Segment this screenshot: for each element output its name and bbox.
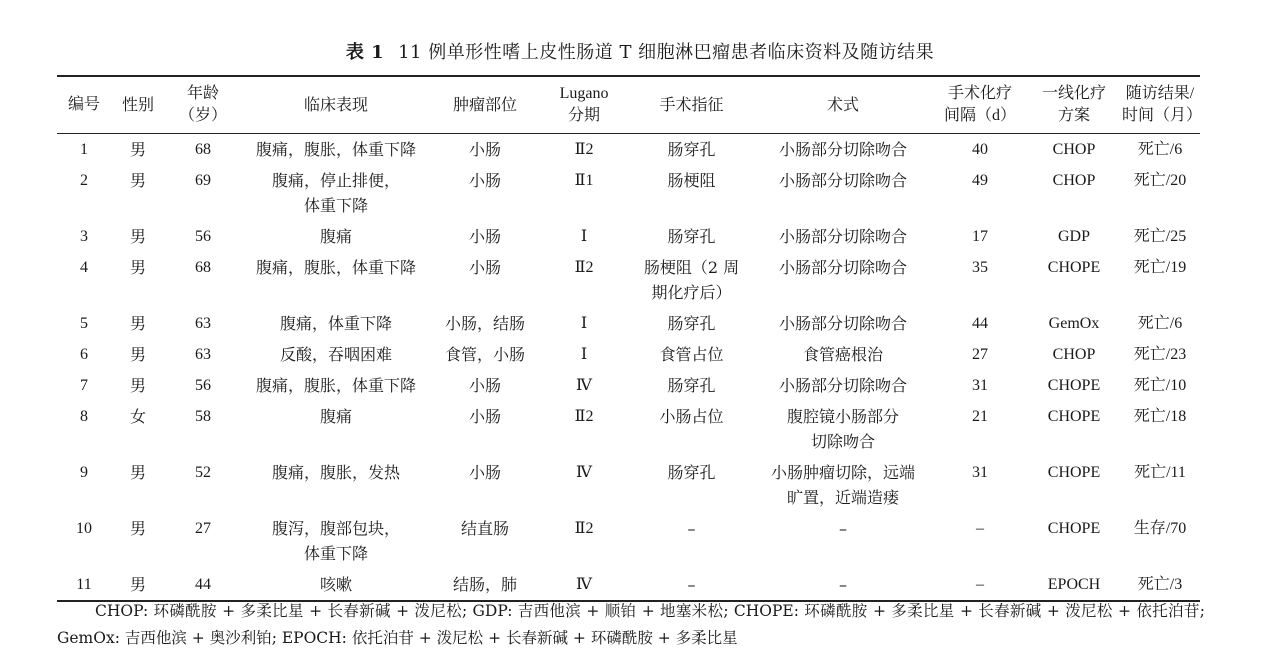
cell-age-line: 63: [195, 346, 211, 363]
header-row: [57, 76, 1200, 134]
column-header-tumor-site: [431, 76, 539, 134]
cell-surgery-chemo-interval: [932, 513, 1028, 569]
cell-procedure: [754, 569, 932, 601]
cell-followup: [1120, 370, 1200, 401]
cell-surgery-indication-line: –: [687, 575, 696, 594]
cell-symptoms: [241, 370, 431, 401]
table-row: [57, 134, 1200, 166]
cell-first-line-chemo: [1028, 569, 1120, 601]
cell-surgery-chemo-interval-line: 31: [972, 377, 988, 394]
table-row: [57, 308, 1200, 339]
cell-age: [165, 134, 241, 166]
cell-symptoms: [241, 252, 431, 308]
cell-tumor-site: [431, 339, 539, 370]
cell-tumor-site: [431, 221, 539, 252]
table-row: [57, 457, 1200, 513]
cell-first-line-chemo: [1028, 165, 1120, 221]
cell-followup: [1120, 134, 1200, 166]
table-body: [57, 134, 1200, 602]
cell-surgery-chemo-interval-line: 44: [972, 315, 988, 332]
cell-first-line-chemo-line: CHOPE: [1047, 464, 1101, 481]
cell-symptoms-line: 腹痛，体重下降: [279, 314, 392, 333]
table-row: [57, 165, 1200, 221]
cell-id-line: 8: [80, 408, 88, 425]
cell-surgery-indication-line: 小肠占位: [659, 407, 724, 426]
table-row: [57, 221, 1200, 252]
cell-tumor-site: [431, 165, 539, 221]
cell-procedure-line: 小肠肿瘤切除，远端: [770, 463, 915, 482]
table-caption-label: 表 1: [345, 42, 385, 63]
column-header-id: [57, 76, 111, 134]
cell-symptoms-line: 体重下降: [303, 196, 368, 215]
column-header-surgery-chemo-interval-line: 手术化疗: [947, 85, 1012, 102]
cell-surgery-indication: [629, 339, 754, 370]
cell-procedure: [754, 165, 932, 221]
column-header-lugano-stage-line: 分期: [567, 107, 600, 124]
cell-age: [165, 513, 241, 569]
cell-followup-line: 死亡/23: [1133, 346, 1187, 363]
cell-followup-line: 死亡/3: [1137, 576, 1183, 593]
cell-tumor-site: [431, 401, 539, 457]
cell-surgery-indication-line: 肠穿孔: [667, 463, 716, 482]
cell-tumor-site-line: 小肠: [468, 171, 501, 190]
cell-procedure: [754, 308, 932, 339]
cell-procedure-line: 小肠部分切除吻合: [778, 258, 907, 277]
cell-tumor-site-line: 结直肠: [460, 519, 509, 538]
cell-id: [57, 457, 111, 513]
cell-id: [57, 569, 111, 601]
cell-surgery-indication-line: 食管占位: [659, 345, 724, 364]
cell-sex: [111, 339, 165, 370]
cell-age: [165, 339, 241, 370]
cell-first-line-chemo-line: GDP: [1057, 228, 1090, 245]
cell-symptoms-line: 腹泻，腹部包块，: [271, 519, 400, 538]
cell-symptoms-line: 腹痛，腹胀，体重下降: [255, 376, 416, 395]
cell-tumor-site-line: 小肠: [468, 376, 501, 395]
clinical-data-table: [57, 75, 1203, 602]
cell-surgery-indication: [629, 221, 754, 252]
cell-id: [57, 339, 111, 370]
cell-sex-line: 男: [129, 376, 146, 395]
cell-sex: [111, 165, 165, 221]
cell-sex: [111, 134, 165, 166]
cell-lugano-stage: [539, 134, 629, 166]
cell-sex: [111, 457, 165, 513]
cell-id-line: 1: [80, 141, 88, 158]
cell-surgery-indication: [629, 308, 754, 339]
cell-tumor-site-line: 小肠，结肠: [444, 314, 525, 333]
cell-symptoms-line: 腹痛，腹胀，发热: [271, 463, 400, 482]
cell-symptoms-line: 腹痛，腹胀，体重下降: [255, 258, 416, 277]
cell-first-line-chemo: [1028, 457, 1120, 513]
cell-sex: [111, 370, 165, 401]
cell-id: [57, 221, 111, 252]
cell-followup: [1120, 513, 1200, 569]
cell-surgery-chemo-interval: [932, 221, 1028, 252]
cell-procedure-line: 旷置，近端造瘘: [786, 488, 899, 507]
cell-lugano-stage-line: Ⅱ2: [574, 259, 594, 276]
cell-age-line: 68: [195, 141, 211, 158]
cell-sex-line: 男: [129, 519, 146, 538]
cell-lugano-stage: [539, 370, 629, 401]
cell-followup-line: 生存/70: [1133, 520, 1187, 537]
column-header-surgery-chemo-interval-line: 间隔（d）: [943, 107, 1016, 124]
cell-surgery-chemo-interval: [932, 252, 1028, 308]
cell-id-line: 3: [80, 228, 88, 245]
cell-age-line: 44: [195, 576, 211, 593]
cell-sex-line: 男: [129, 227, 146, 246]
cell-age-line: 69: [195, 172, 211, 189]
cell-surgery-chemo-interval: [932, 370, 1028, 401]
cell-procedure-line: 切除吻合: [810, 432, 875, 451]
cell-procedure-line: –: [839, 519, 847, 538]
cell-followup-line: 死亡/19: [1133, 259, 1187, 276]
column-header-age: [165, 76, 241, 134]
cell-first-line-chemo: [1028, 370, 1120, 401]
cell-first-line-chemo-line: GemOx: [1048, 315, 1100, 332]
table-caption: [0, 38, 1280, 64]
cell-symptoms-line: 腹痛: [319, 227, 352, 246]
cell-followup-line: 死亡/6: [1137, 315, 1183, 332]
cell-procedure-line: 小肠部分切除吻合: [778, 171, 907, 190]
column-header-id-line: 编号: [67, 96, 100, 113]
cell-symptoms-line: 腹痛，腹胀，体重下降: [255, 140, 416, 159]
cell-procedure-line: 小肠部分切除吻合: [778, 227, 907, 246]
cell-tumor-site-line: 小肠: [468, 140, 501, 159]
cell-tumor-site: [431, 134, 539, 166]
cell-id: [57, 370, 111, 401]
cell-procedure: [754, 370, 932, 401]
cell-sex-line: 男: [129, 140, 146, 159]
cell-first-line-chemo: [1028, 134, 1120, 166]
cell-surgery-chemo-interval: [932, 134, 1028, 166]
cell-sex: [111, 252, 165, 308]
cell-surgery-chemo-interval-line: 49: [972, 172, 988, 189]
cell-symptoms: [241, 513, 431, 569]
cell-lugano-stage-line: Ⅳ: [576, 464, 592, 481]
cell-id-line: 4: [80, 259, 88, 276]
cell-lugano-stage-line: Ⅰ: [580, 315, 588, 332]
cell-age: [165, 370, 241, 401]
cell-followup: [1120, 165, 1200, 221]
cell-surgery-indication: [629, 513, 754, 569]
cell-tumor-site-line: 结肠，肺: [452, 575, 517, 594]
cell-surgery-indication-line: 肠穿孔: [667, 140, 716, 159]
cell-surgery-indication-line: 肠穿孔: [667, 227, 716, 246]
cell-lugano-stage: [539, 308, 629, 339]
cell-procedure: [754, 134, 932, 166]
cell-lugano-stage-line: Ⅳ: [576, 576, 592, 593]
cell-lugano-stage-line: Ⅱ2: [574, 141, 594, 158]
cell-sex-line: 男: [129, 314, 146, 333]
cell-age-line: 27: [195, 520, 211, 537]
cell-surgery-chemo-interval: [932, 569, 1028, 601]
cell-tumor-site-line: 小肠: [468, 227, 501, 246]
cell-id: [57, 513, 111, 569]
column-header-procedure-line: 术式: [826, 95, 859, 114]
cell-symptoms: [241, 339, 431, 370]
cell-surgery-chemo-interval-line: 31: [972, 464, 988, 481]
cell-followup: [1120, 457, 1200, 513]
cell-symptoms: [241, 308, 431, 339]
column-header-tumor-site-line: 肿瘤部位: [452, 95, 517, 114]
cell-id-line: 5: [80, 315, 88, 332]
cell-surgery-chemo-interval: [932, 401, 1028, 457]
cell-lugano-stage: [539, 569, 629, 601]
cell-symptoms: [241, 134, 431, 166]
cell-sex: [111, 221, 165, 252]
cell-sex-line: 男: [129, 171, 146, 190]
cell-first-line-chemo: [1028, 339, 1120, 370]
cell-followup: [1120, 221, 1200, 252]
table-header: [57, 76, 1203, 134]
cell-first-line-chemo: [1028, 401, 1120, 457]
cell-id: [57, 401, 111, 457]
cell-lugano-stage-line: Ⅱ2: [574, 520, 594, 537]
cell-followup: [1120, 252, 1200, 308]
cell-first-line-chemo: [1028, 308, 1120, 339]
cell-first-line-chemo-line: CHOP: [1052, 346, 1096, 363]
cell-surgery-chemo-interval: [932, 457, 1028, 513]
cell-first-line-chemo-line: CHOPE: [1047, 259, 1101, 276]
cell-age: [165, 252, 241, 308]
cell-surgery-indication: [629, 370, 754, 401]
table-row: [57, 513, 1200, 569]
cell-followup: [1120, 339, 1200, 370]
table-footnote: CHOP: 环磷酰胺 + 多柔比星 + 长春新碱 + 泼尼松; GDP: 吉西他滨 + 顺铂 + 地塞米松; CHOPE: 环磷酰胺 + 多柔比星 + 长春新碱 + 泼尼松 + 依托泊苷; GemOx: 吉西他滨 + 奥沙利铂; EPOCH: 依托泊苷 + 泼尼松 + 长春新碱 + 环磷酰胺 + 多柔比星: [57, 602, 1205, 647]
cell-age: [165, 569, 241, 601]
cell-sex: [111, 308, 165, 339]
cell-surgery-chemo-interval: [932, 308, 1028, 339]
cell-id: [57, 308, 111, 339]
cell-procedure-line: –: [839, 575, 847, 594]
cell-sex-line: 女: [129, 407, 146, 426]
cell-surgery-indication: [629, 165, 754, 221]
cell-id-line: 10: [76, 520, 92, 537]
cell-symptoms-line: 腹痛: [319, 407, 352, 426]
cell-age-line: 58: [195, 408, 211, 425]
cell-surgery-chemo-interval-line: 27: [972, 346, 988, 363]
cell-symptoms-line: 体重下降: [303, 544, 368, 563]
cell-symptoms: [241, 221, 431, 252]
column-header-age-line: （岁）: [178, 107, 227, 124]
column-header-first-line-chemo-line: 一线化疗: [1041, 85, 1106, 102]
column-header-procedure: [754, 76, 932, 134]
cell-followup-line: 死亡/18: [1133, 408, 1187, 425]
cell-symptoms-line: 反酸，吞咽困难: [279, 345, 392, 364]
cell-lugano-stage: [539, 339, 629, 370]
cell-followup-line: 死亡/25: [1133, 228, 1187, 245]
cell-lugano-stage-line: Ⅰ: [580, 346, 588, 363]
cell-procedure: [754, 401, 932, 457]
cell-lugano-stage-line: Ⅱ2: [574, 408, 594, 425]
cell-surgery-chemo-interval: [932, 339, 1028, 370]
column-header-sex: [111, 76, 165, 134]
cell-lugano-stage: [539, 401, 629, 457]
table-row: [57, 401, 1200, 457]
cell-tumor-site: [431, 513, 539, 569]
cell-first-line-chemo-line: CHOPE: [1047, 377, 1101, 394]
cell-tumor-site-line: 食管，小肠: [444, 345, 525, 364]
cell-surgery-indication: [629, 569, 754, 601]
cell-id: [57, 165, 111, 221]
cell-symptoms-line: 咳嗽: [319, 575, 352, 594]
column-header-followup: [1120, 76, 1203, 134]
cell-tumor-site: [431, 569, 539, 601]
cell-tumor-site: [431, 370, 539, 401]
cell-symptoms: [241, 165, 431, 221]
cell-id-line: 9: [80, 464, 88, 481]
column-header-followup-line: 时间（月）: [1122, 107, 1203, 124]
cell-surgery-indication: [629, 401, 754, 457]
cell-surgery-indication-line: 肠梗阻（2 周: [643, 258, 740, 277]
cell-surgery-indication-line: –: [687, 519, 696, 538]
cell-tumor-site-line: 小肠: [468, 258, 501, 277]
cell-followup-line: 死亡/11: [1134, 464, 1186, 481]
cell-tumor-site-line: 小肠: [468, 407, 501, 426]
cell-surgery-chemo-interval-line: 17: [972, 228, 988, 245]
cell-age: [165, 457, 241, 513]
cell-tumor-site: [431, 308, 539, 339]
cell-lugano-stage: [539, 252, 629, 308]
cell-followup-line: 死亡/10: [1133, 377, 1187, 394]
cell-followup: [1120, 401, 1200, 457]
cell-sex: [111, 569, 165, 601]
cell-sex-line: 男: [129, 463, 146, 482]
cell-first-line-chemo: [1028, 221, 1120, 252]
cell-lugano-stage: [539, 165, 629, 221]
cell-age: [165, 308, 241, 339]
table-row: [57, 569, 1200, 601]
cell-symptoms: [241, 569, 431, 601]
cell-first-line-chemo-line: CHOP: [1052, 172, 1096, 189]
cell-procedure-line: 腹腔镜小肠部分: [786, 407, 899, 426]
cell-first-line-chemo-line: CHOPE: [1047, 408, 1101, 425]
cell-first-line-chemo: [1028, 513, 1120, 569]
cell-procedure-line: 食管癌根治: [802, 345, 883, 364]
table-row: [57, 339, 1200, 370]
column-header-followup-line: 随访结果/: [1125, 85, 1195, 102]
cell-age-line: 63: [195, 315, 211, 332]
cell-id: [57, 252, 111, 308]
cell-lugano-stage-line: Ⅰ: [580, 228, 588, 245]
cell-tumor-site-line: 小肠: [468, 463, 501, 482]
cell-procedure: [754, 339, 932, 370]
cell-followup: [1120, 308, 1200, 339]
cell-symptoms: [241, 401, 431, 457]
column-header-symptoms-line: 临床表现: [303, 95, 368, 114]
column-header-surgery-indication-line: 手术指征: [659, 95, 724, 114]
cell-symptoms-line: 腹痛，停止排便，: [271, 171, 400, 190]
column-header-sex-line: 性别: [121, 95, 154, 114]
cell-id-line: 7: [80, 377, 88, 394]
cell-id-line: 11: [76, 576, 92, 593]
cell-sex: [111, 513, 165, 569]
cell-surgery-chemo-interval-line: 35: [972, 259, 988, 276]
cell-surgery-indication: [629, 134, 754, 166]
cell-id-line: 2: [80, 172, 88, 189]
table-row: [57, 252, 1200, 308]
column-header-first-line-chemo-line: 方案: [1057, 107, 1090, 124]
cell-age-line: 56: [195, 377, 211, 394]
cell-lugano-stage-line: Ⅱ1: [574, 172, 594, 189]
column-header-lugano-stage: [539, 76, 629, 134]
cell-age-line: 56: [195, 228, 211, 245]
cell-id: [57, 134, 111, 166]
column-header-lugano-stage-line: Lugano: [559, 85, 609, 102]
cell-sex-line: 男: [129, 345, 146, 364]
cell-age: [165, 221, 241, 252]
cell-sex-line: 男: [129, 258, 146, 277]
cell-age: [165, 165, 241, 221]
cell-surgery-indication: [629, 252, 754, 308]
column-header-surgery-chemo-interval: [932, 76, 1028, 134]
cell-procedure: [754, 252, 932, 308]
cell-surgery-chemo-interval-line: 40: [972, 141, 988, 158]
cell-age-line: 52: [195, 464, 211, 481]
column-header-surgery-indication: [629, 76, 754, 134]
cell-first-line-chemo-line: CHOPE: [1047, 520, 1101, 537]
cell-surgery-indication: [629, 457, 754, 513]
cell-followup-line: 死亡/6: [1137, 141, 1183, 158]
cell-sex-line: 男: [129, 575, 146, 594]
cell-procedure-line: 小肠部分切除吻合: [778, 376, 907, 395]
table-row: [57, 370, 1200, 401]
cell-lugano-stage: [539, 221, 629, 252]
cell-first-line-chemo-line: CHOP: [1052, 141, 1096, 158]
cell-surgery-chemo-interval-line: 21: [972, 408, 988, 425]
cell-surgery-chemo-interval-line: –: [976, 576, 984, 593]
cell-surgery-chemo-interval: [932, 165, 1028, 221]
cell-surgery-indication-line: 期化疗后）: [651, 283, 732, 302]
cell-procedure-line: 小肠部分切除吻合: [778, 140, 907, 159]
cell-age: [165, 401, 241, 457]
cell-lugano-stage-line: Ⅳ: [576, 377, 592, 394]
column-header-age-line: 年龄: [186, 85, 219, 102]
cell-first-line-chemo: [1028, 252, 1120, 308]
cell-followup-line: 死亡/20: [1133, 172, 1187, 189]
cell-procedure: [754, 221, 932, 252]
cell-surgery-chemo-interval-line: –: [976, 520, 984, 537]
cell-procedure: [754, 457, 932, 513]
table-caption-text: 11 例单形性嗜上皮性肠道 T 细胞淋巴瘤患者临床资料及随访结果: [398, 42, 935, 63]
cell-sex: [111, 401, 165, 457]
cell-surgery-indication-line: 肠梗阻: [667, 171, 716, 190]
cell-tumor-site: [431, 457, 539, 513]
cell-age-line: 68: [195, 259, 211, 276]
cell-surgery-indication-line: 肠穿孔: [667, 376, 716, 395]
cell-id-line: 6: [80, 346, 88, 363]
cell-procedure: [754, 513, 932, 569]
cell-symptoms: [241, 457, 431, 513]
cell-followup: [1120, 569, 1200, 601]
column-header-first-line-chemo: [1028, 76, 1120, 134]
cell-lugano-stage: [539, 513, 629, 569]
cell-first-line-chemo-line: EPOCH: [1047, 576, 1101, 593]
cell-tumor-site: [431, 252, 539, 308]
cell-lugano-stage: [539, 457, 629, 513]
column-header-symptoms: [241, 76, 431, 134]
cell-procedure-line: 小肠部分切除吻合: [778, 314, 907, 333]
cell-surgery-indication-line: 肠穿孔: [667, 314, 716, 333]
